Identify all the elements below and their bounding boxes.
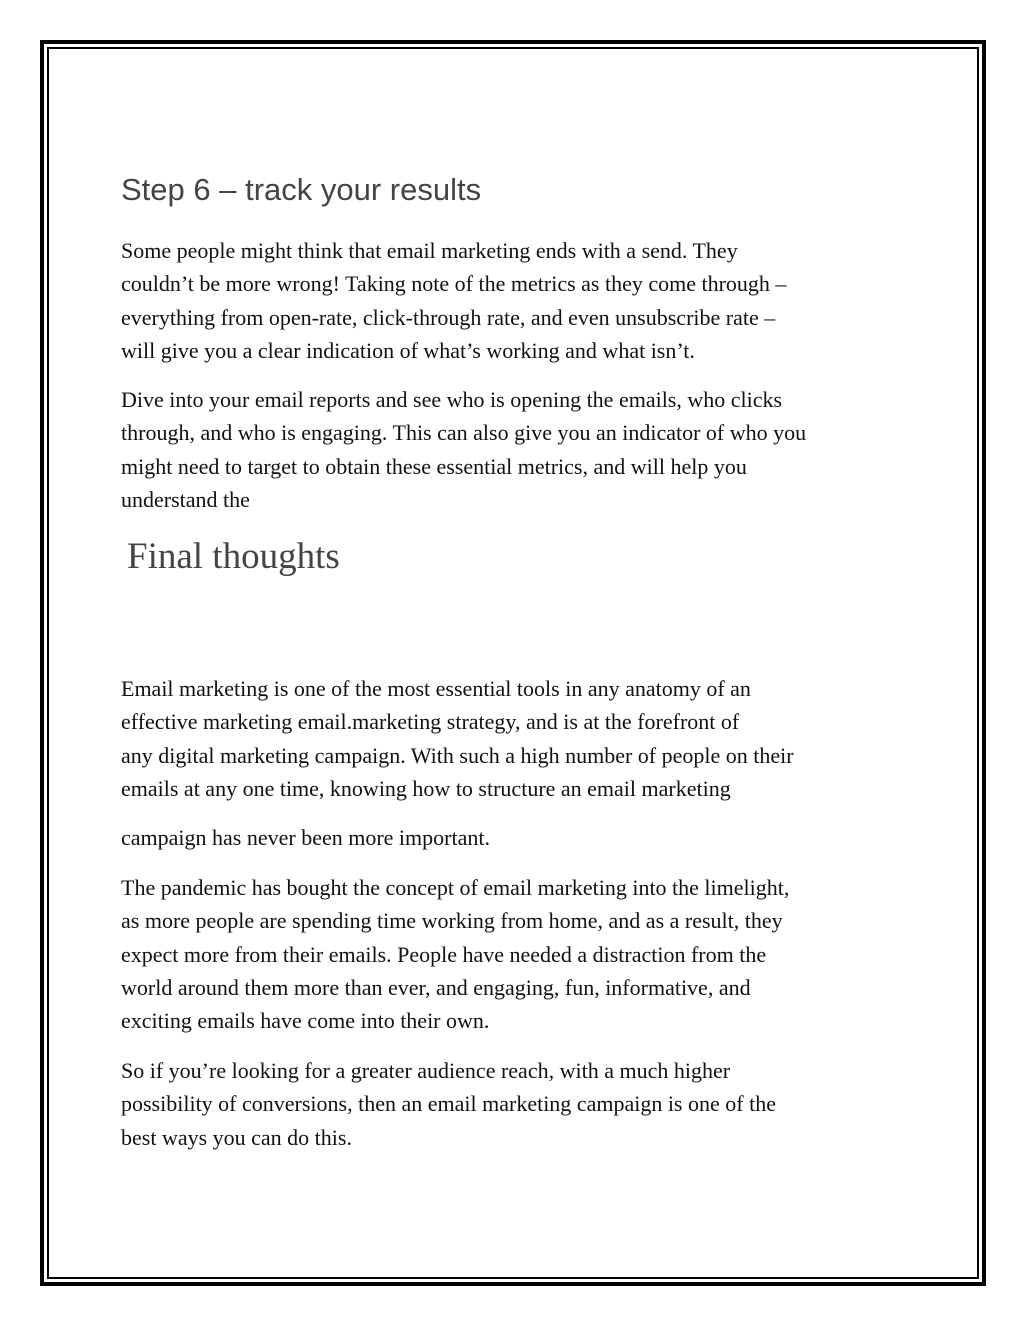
text-line: So if you’re looking for a greater audience reach, with a much higher — [121, 1058, 731, 1083]
paragraph-final-3 — [121, 871, 789, 1037]
step-heading: Step 6 – track your results — [121, 172, 482, 207]
text-line: best ways you can do this. — [121, 1124, 352, 1150]
paragraph-final-2 — [121, 821, 490, 854]
paragraph-step-2 — [121, 383, 806, 516]
text-line: Some people might think that email marketing ends with a send. They — [121, 238, 738, 263]
text-line: emails at any one time, knowing how to structure an email marketing — [121, 775, 731, 801]
text-line: campaign has never been more important. — [121, 825, 490, 850]
text-line: world around them more than ever, and engaging, fun, informative, and — [121, 974, 751, 1000]
text-line: expect more from their emails. People have needed a distraction from the — [121, 941, 767, 967]
text-line: Email marketing is one of the most essential tools in any anatomy of an — [121, 676, 751, 701]
text-line: any digital marketing campaign. With such a high number of people on their — [121, 742, 794, 768]
paragraph-final-1 — [121, 672, 794, 805]
paragraph-final-4 — [121, 1054, 776, 1154]
text-line: everything from open-rate, click-through rate, and even unsubscribe rate – — [121, 304, 776, 330]
text-line: exciting emails have come into their own. — [121, 1008, 490, 1034]
text-line: couldn’t be more wrong! Taking note of the metrics as they come through – — [121, 271, 787, 297]
text-line: understand the — [121, 486, 250, 512]
text-line: through, and who is engaging. This can also give you an indicator of who you — [121, 420, 807, 446]
text-line: effective marketing email.marketing strategy, and is at the forefront of — [121, 709, 740, 735]
final-thoughts-heading: Final thoughts — [127, 536, 340, 577]
text-line: The pandemic has bought the concept of email marketing into the limelight, — [121, 875, 790, 900]
text-line: will give you a clear indication of what’s working and what isn’t. — [121, 337, 695, 363]
text-line: Dive into your email reports and see who is opening the emails, who clicks — [121, 387, 783, 412]
text-line: as more people are spending time working from home, and as a result, they — [121, 908, 783, 934]
text-line: possibility of conversions, then an email marketing campaign is one of the — [121, 1091, 776, 1117]
paragraph-step-1 — [121, 234, 786, 367]
text-line: might need to target to obtain these essential metrics, and will help you — [121, 453, 747, 479]
